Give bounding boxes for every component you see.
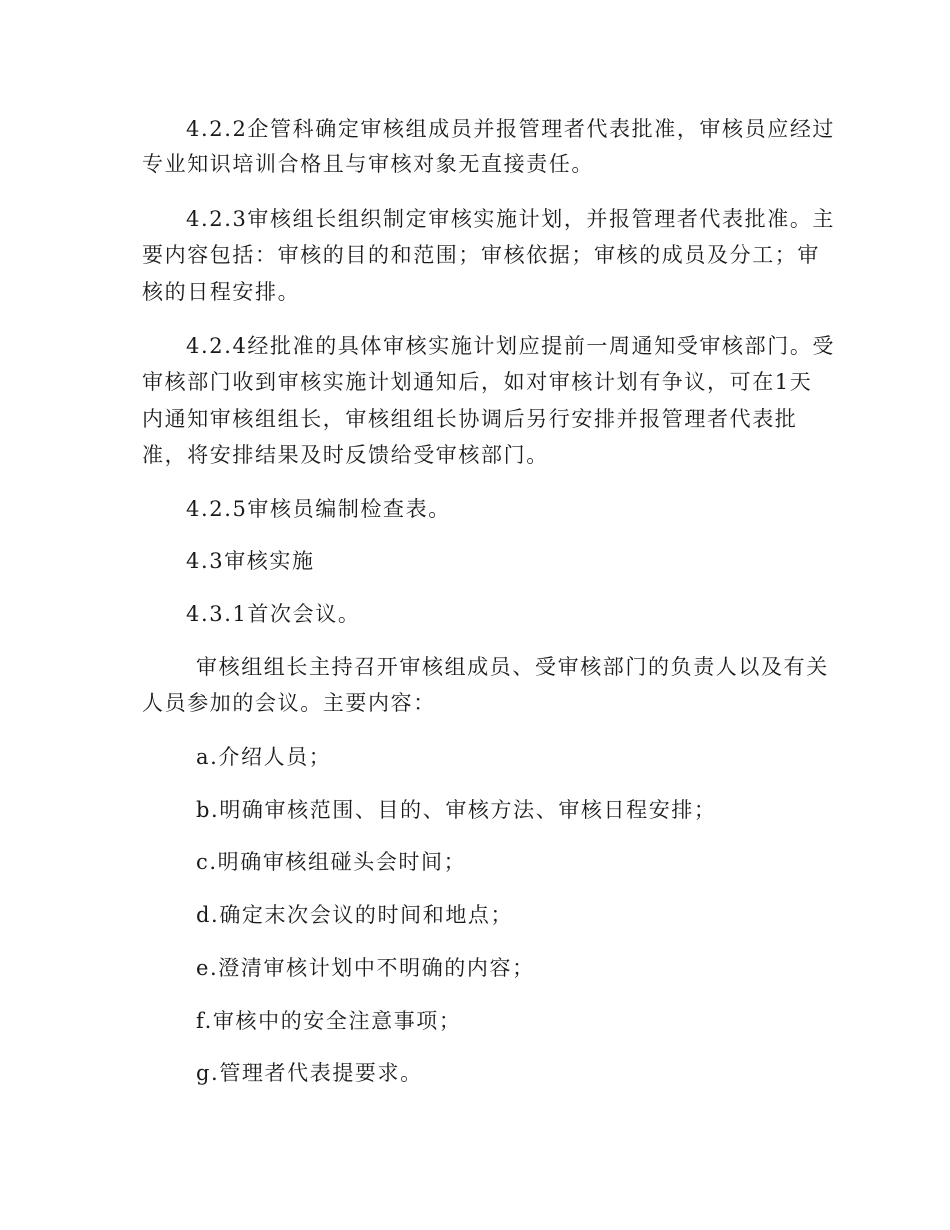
list-item-d: d.确定末次会议的时间和地点； bbox=[196, 903, 514, 927]
subsection-heading-4-3-1: 4.3.1首次会议。 bbox=[186, 602, 361, 626]
paragraph-3-line-3: 内通知审核组组长，审核组组长协调后另行安排并报管理者代表批 bbox=[142, 407, 798, 431]
paragraph-2-line-2: 要内容包括：审核的目的和范围；审核依据；审核的成员及分工；审 bbox=[142, 243, 820, 267]
list-item-f: f.审核中的安全注意事项； bbox=[196, 1009, 462, 1033]
section-heading-4-3: 4.3审核实施 bbox=[186, 549, 315, 573]
paragraph-7-line-1: 审核组组长主持召开审核组成员、受审核部门的负责人以及有关 bbox=[196, 655, 829, 679]
paragraph-1-line-1: 4.2.2企管科确定审核组成员并报管理者代表批准，审核员应经过 bbox=[186, 117, 836, 141]
paragraph-1-line-2: 专业知识培训合格且与审核对象无直接责任。 bbox=[142, 152, 594, 176]
list-item-b: b.明确审核范围、目的、审核方法、审核日程安排； bbox=[196, 798, 717, 822]
paragraph-4: 4.2.5审核员编制检查表。 bbox=[186, 497, 451, 521]
list-item-a: a.介绍人员； bbox=[196, 745, 332, 769]
paragraph-3-line-1: 4.2.4经批准的具体审核实施计划应提前一周通知受审核部门。受 bbox=[186, 334, 836, 358]
list-item-g: g.管理者代表提要求。 bbox=[196, 1061, 423, 1085]
paragraph-7-line-2: 人员参加的会议。主要内容： bbox=[142, 691, 436, 715]
list-item-e: e.澄清审核计划中不明确的内容； bbox=[196, 956, 535, 980]
paragraph-2-line-3: 核的日程安排。 bbox=[142, 280, 301, 304]
list-item-c: c.明确审核组碰头会时间； bbox=[196, 850, 467, 874]
paragraph-3-line-2: 审核部门收到审核实施计划通知后，如对审核计划有争议，可在1天 bbox=[142, 370, 813, 394]
paragraph-2-line-1: 4.2.3审核组长组织制定审核实施计划，并报管理者代表批准。主 bbox=[186, 207, 836, 231]
paragraph-3-line-4: 准，将安排结果及时反馈给受审核部门。 bbox=[142, 443, 549, 467]
